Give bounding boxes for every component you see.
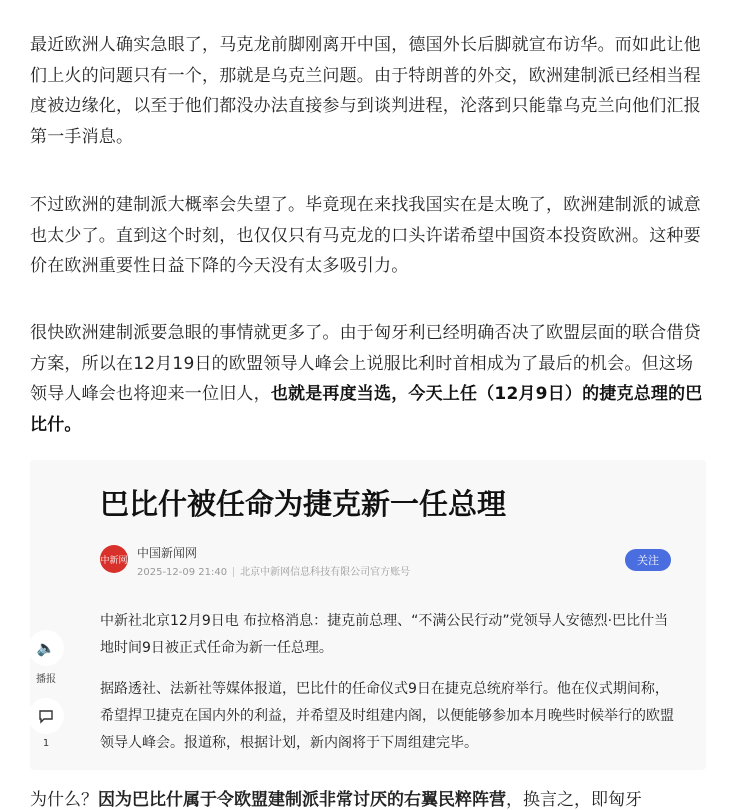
comment-button[interactable] bbox=[26, 698, 66, 749]
news-datetime: 2025-12-09 21:40 bbox=[137, 567, 228, 578]
paragraph-text: 为什么？ bbox=[30, 790, 98, 810]
source-logo: 中新网 bbox=[100, 545, 128, 573]
comment-count: 1 bbox=[42, 738, 50, 749]
listen-label: 播报 bbox=[36, 674, 56, 685]
news-meta bbox=[137, 563, 410, 578]
news-title: 巴比什被任命为捷克新一任总理 bbox=[100, 487, 507, 521]
article-paragraph-3 bbox=[30, 318, 710, 440]
listen-button[interactable] bbox=[26, 630, 66, 685]
speaker-icon: 🔈 bbox=[28, 630, 64, 666]
paragraph-bold-text: 因为巴比什属于令欧盟建制派非常讨厌的右翼民粹阵营 bbox=[98, 790, 506, 810]
paragraph-bold-text: 也就是再度当选，今天上任（12月9日）的捷克总理的巴比什。 bbox=[30, 384, 703, 435]
divider bbox=[233, 567, 234, 577]
follow-button: 关注 bbox=[625, 549, 671, 571]
comment-icon bbox=[28, 698, 64, 734]
news-body-2: 据路透社、法新社等媒体报道，巴比什的任命仪式9日在捷克总统府举行。他在仪式期间称，希望捍卫捷克在国内外的利益，并希望及时组建内阁，以便能够参加本月晚些时候举行的欧盟领导人峰会。报道称，根据计划，新内阁将于下周组建完毕。 bbox=[100, 681, 674, 751]
account-label: 北京中新网信息科技有限公司官方账号 bbox=[240, 567, 411, 578]
paragraph-tail: ，换言之，即匈牙 bbox=[506, 790, 642, 810]
news-body-1: 中新社北京12月9日电 布拉格消息：捷克前总理、“不满公民行动”党领导人安德烈·巴比什当地时间9日被正式任命为新一任总理。 bbox=[100, 613, 669, 656]
source-name: 中国新闻网 bbox=[137, 546, 198, 560]
article-paragraph-4 bbox=[30, 785, 730, 810]
article-paragraph-2: 不过欧洲的建制派大概率会失望了。毕竟现在来找我国实在是太晚了，欧洲建制派的诚意也太少了。直到这个时刻，也仅仅只有马克龙的口头许诺希望中国资本投资欧洲。这种要价在欧洲重要性日益下降的今天没有太多吸引力。 bbox=[30, 195, 701, 276]
embedded-news-screenshot bbox=[30, 460, 706, 770]
paragraph-text: 很快欧洲建制派要急眼的事情就更多了。由于匈牙利已经明确否决了欧盟层面的联合借贷方案，所以在12月19日的欧盟领导人峰会上说服比利时首相成为了最后的机会。但这场领导人峰会也将迎来一位旧人， bbox=[30, 323, 701, 404]
article-paragraph-1: 最近欧洲人确实急眼了，马克龙前脚刚离开中国，德国外长后脚就宣布访华。而如此让他们上火的问题只有一个，那就是乌克兰问题。由于特朗普的外交，欧洲建制派已经相当程度被边缘化，以至于他们都没办法直接参与到谈判进程，沦落到只能靠乌克兰向他们汇报第一手消息。 bbox=[30, 35, 701, 147]
